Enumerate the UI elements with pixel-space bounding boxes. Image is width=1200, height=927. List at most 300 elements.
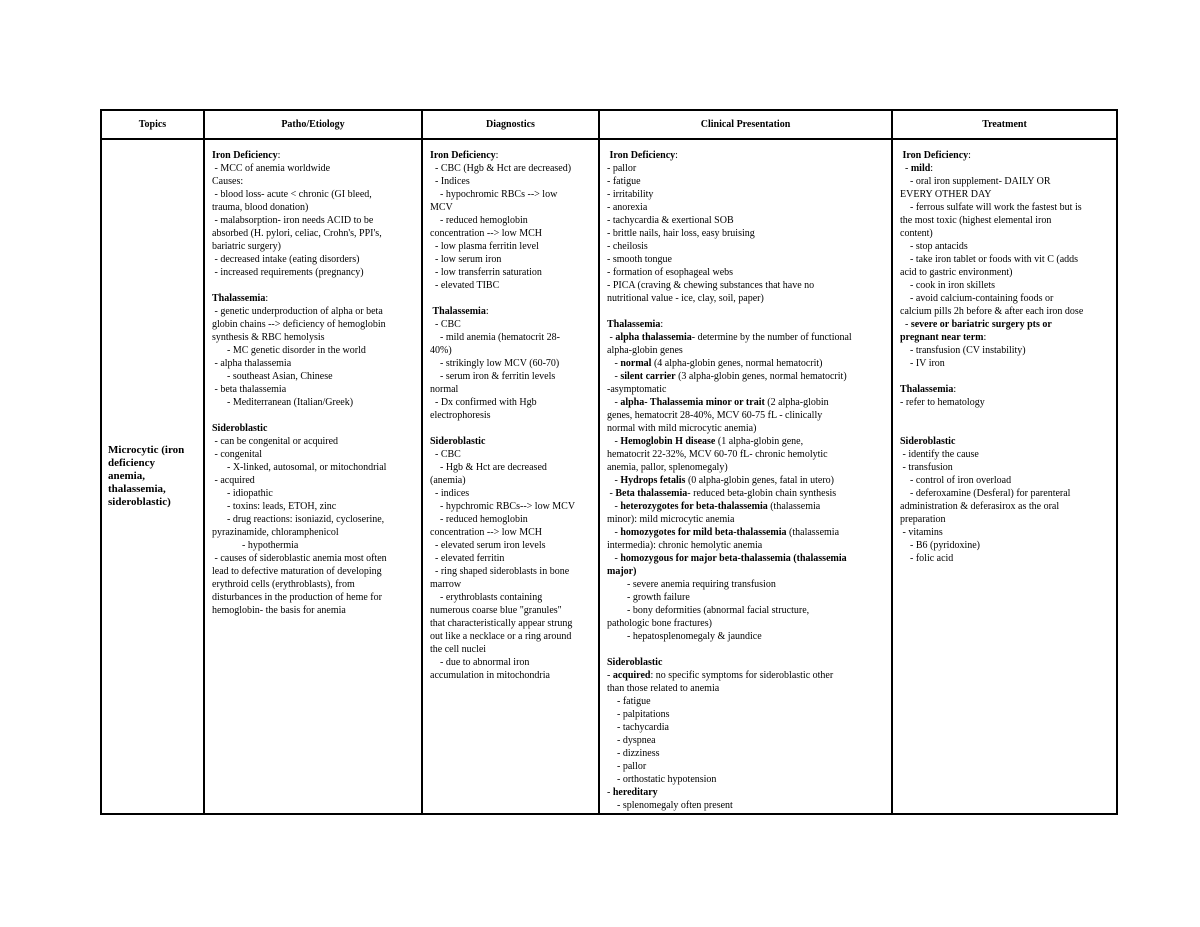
text-run: -asymptomatic	[607, 384, 667, 395]
treatment-text	[893, 140, 1116, 565]
text-line	[900, 539, 1112, 552]
text-line	[212, 240, 417, 253]
text-run: normal with mild microcytic anemia)	[607, 423, 757, 434]
text-line	[607, 318, 887, 331]
text-run: - alpha thalassemia	[212, 358, 292, 369]
text-line	[430, 487, 594, 500]
text-line	[212, 500, 417, 513]
bold-text: homozygous for major beta-thalassemia (thalassemia	[620, 553, 847, 564]
text-line	[430, 357, 594, 370]
text-line	[607, 279, 887, 292]
text-line	[212, 292, 417, 305]
header-treatment: Treatment	[892, 110, 1117, 139]
text-line	[607, 695, 887, 708]
text-line	[607, 604, 887, 617]
bold-text: Hemoglobin H disease	[620, 436, 716, 447]
text-line	[430, 448, 594, 461]
patho-text	[205, 140, 421, 617]
text-run: - B6 (pyridoxine)	[900, 540, 980, 551]
text-line	[900, 526, 1112, 539]
text-run: -	[607, 501, 621, 512]
text-line	[430, 201, 594, 214]
text-line	[607, 292, 887, 305]
text-run: (thalassemia	[767, 501, 821, 512]
text-run: - irritability	[607, 189, 654, 200]
text-line	[430, 539, 594, 552]
text-line	[607, 409, 887, 422]
text-line	[430, 162, 594, 175]
header-diagnostics: Diagnostics	[422, 110, 599, 139]
text-line	[900, 552, 1112, 565]
text-run: (3 alpha-globin genes, normal hematocrit)	[675, 371, 847, 382]
text-run: - take iron tablet or foods with vit C (adds	[900, 254, 1079, 265]
text-line	[900, 435, 1112, 448]
text-line	[212, 188, 417, 201]
text-run: -	[607, 475, 621, 486]
blank-line	[430, 292, 594, 305]
blank-line	[212, 279, 417, 292]
text-run: - oral iron supplement- DAILY OR	[900, 176, 1051, 187]
bold-text: severe or bariatric surgery pts or	[910, 319, 1052, 330]
bold-text: Iron Deficiency	[902, 150, 969, 161]
text-line	[430, 578, 594, 591]
text-run: disturbances in the production of heme for	[212, 592, 382, 603]
text-run: alpha-globin genes	[607, 345, 683, 356]
text-run: - CBC	[430, 449, 461, 460]
text-run: - serum iron & ferritin levels	[430, 371, 556, 382]
text-line	[212, 448, 417, 461]
text-run: - tachycardia & exertional SOB	[607, 215, 734, 226]
text-line	[430, 344, 594, 357]
blank-line	[430, 422, 594, 435]
bold-text: Beta thalassemia	[615, 488, 688, 499]
text-line	[607, 162, 887, 175]
blank-line	[212, 409, 417, 422]
text-run: - hypochromic RBCs --> low	[430, 189, 558, 200]
header-clinical-presentation: Clinical Presentation	[599, 110, 892, 139]
text-line	[430, 240, 594, 253]
text-run: -	[607, 553, 621, 564]
text-line	[212, 175, 417, 188]
text-run: content)	[900, 228, 933, 239]
text-run: calcium pills 2h before & after each iron dose	[900, 306, 1084, 317]
text-line	[607, 760, 887, 773]
text-run: - pallor	[607, 163, 637, 174]
text-run: - malabsorption- iron needs ACID to be	[212, 215, 374, 226]
topic-label: Microcytic (iron deficiency anemia, thalassemia, sideroblastic)	[108, 444, 185, 508]
text-run: - blood loss- acute < chronic (GI bleed,	[212, 189, 372, 200]
text-run: - X-linked, autosomal, or mitochondrial	[212, 462, 387, 473]
text-line	[430, 565, 594, 578]
text-line	[607, 175, 887, 188]
bold-text: Sideroblastic	[212, 423, 268, 434]
text-line	[607, 461, 887, 474]
text-run: preparation	[900, 514, 946, 525]
text-run: - causes of sideroblastic anemia most often	[212, 553, 387, 564]
bold-text: Sideroblastic	[430, 436, 486, 447]
topic-cell	[101, 139, 204, 814]
text-line	[607, 799, 887, 812]
text-run: - elevated serum iron levels	[430, 540, 546, 551]
text-run: administration & deferasirox as the oral	[900, 501, 1060, 512]
bold-text: acquired	[612, 670, 651, 681]
text-line	[430, 383, 594, 396]
text-run: - IV iron	[900, 358, 945, 369]
text-run: - low serum iron	[430, 254, 502, 265]
text-line	[607, 656, 887, 669]
text-run: - can be congenital or acquired	[212, 436, 339, 447]
text-line	[607, 565, 887, 578]
text-run: :	[983, 332, 987, 343]
diagnostics-cell	[422, 139, 599, 814]
text-line	[212, 526, 417, 539]
text-run: - due to abnormal iron	[430, 657, 530, 668]
text-run: - dyspnea	[607, 735, 656, 746]
bold-text: Hydrops fetalis	[620, 475, 686, 486]
text-run: pathologic bone fractures)	[607, 618, 712, 629]
text-line	[607, 448, 887, 461]
text-run: - ferrous sulfate will work the fastest but is	[900, 202, 1082, 213]
text-run: - toxins: leads, ETOH, zinc	[212, 501, 337, 512]
text-run: - refer to hematology	[900, 397, 985, 408]
text-line	[212, 344, 417, 357]
text-run: (4 alpha-globin genes, normal hematocrit)	[651, 358, 823, 369]
diagnostics-text	[423, 140, 598, 682]
text-line	[607, 240, 887, 253]
text-run: - vitamins	[900, 527, 943, 538]
text-line	[607, 721, 887, 734]
text-line	[212, 214, 417, 227]
text-run: - CBC	[430, 319, 461, 330]
text-run: - hypchromic RBCs--> low MCV	[430, 501, 576, 512]
text-run: that characteristically appear strung	[430, 618, 573, 629]
text-run: -	[607, 332, 616, 343]
text-line	[900, 162, 1112, 175]
text-run: - decreased intake (eating disorders)	[212, 254, 360, 265]
text-run: hematocrit 22-32%, MCV 60-70 fL- chronic hemolytic	[607, 449, 828, 460]
text-line	[900, 357, 1112, 370]
header-patho-etiology: Patho/Etiology	[204, 110, 422, 139]
bold-text: Thalassemia	[212, 293, 266, 304]
text-run: :	[660, 319, 664, 330]
text-run: nutritional value - ice, clay, soil, paper)	[607, 293, 764, 304]
text-line	[900, 383, 1112, 396]
text-run: -	[607, 397, 621, 408]
text-run: intermedia): chronic hemolytic anemia	[607, 540, 763, 551]
text-run: anemia, pallor, splenomegaly)	[607, 462, 728, 473]
text-run: electrophoresis	[430, 410, 491, 421]
text-run: -	[607, 787, 613, 798]
blank-line	[900, 370, 1112, 383]
text-line	[607, 214, 887, 227]
text-run: Causes:	[212, 176, 244, 187]
text-line	[212, 461, 417, 474]
text-line	[607, 669, 887, 682]
text-line	[900, 305, 1112, 318]
text-line	[607, 630, 887, 643]
text-run: - Indices	[430, 176, 470, 187]
text-run: the cell nuclei	[430, 644, 487, 655]
text-run: - dizziness	[607, 748, 660, 759]
text-line	[900, 279, 1112, 292]
bold-text: major)	[607, 566, 637, 577]
table-row	[101, 139, 1117, 814]
text-line	[430, 279, 594, 292]
text-run: - PICA (craving & chewing substances that have no	[607, 280, 815, 291]
bold-text: mild	[910, 163, 931, 174]
text-run: (thalassemia	[786, 527, 840, 538]
text-run: - deferoxamine (Desferal) for parenteral	[900, 488, 1071, 499]
text-run: : no specific symptoms for sideroblastic other	[650, 670, 834, 681]
text-line	[212, 331, 417, 344]
text-run: - transfusion	[900, 462, 953, 473]
text-line	[430, 604, 594, 617]
text-line	[212, 266, 417, 279]
text-line	[900, 331, 1112, 344]
text-run: numerous coarse blue "granules"	[430, 605, 562, 616]
text-line	[212, 578, 417, 591]
text-line	[212, 565, 417, 578]
text-run: - low transferrin saturation	[430, 267, 542, 278]
clinical-text	[600, 140, 891, 812]
bold-text: hereditary	[612, 787, 658, 798]
text-run: (anemia)	[430, 475, 466, 486]
text-run: -	[607, 371, 621, 382]
text-run: genes, hematocrit 28-40%, MCV 60-75 fL - clinically	[607, 410, 823, 421]
text-run: - pallor	[607, 761, 647, 772]
text-run: - cheilosis	[607, 241, 648, 252]
text-line	[607, 370, 887, 383]
text-line	[900, 500, 1112, 513]
header-topics: Topics	[101, 110, 204, 139]
text-line	[900, 513, 1112, 526]
bold-text: alpha- Thalassemia minor or trait	[620, 397, 765, 408]
text-line	[900, 175, 1112, 188]
text-line	[900, 201, 1112, 214]
clinical-cell	[599, 139, 892, 814]
text-line	[430, 617, 594, 630]
text-run: erythroid cells (erythroblasts), from	[212, 579, 355, 590]
text-line	[430, 331, 594, 344]
text-line	[212, 539, 417, 552]
text-run: - bony deformities (abnormal facial structure,	[607, 605, 810, 616]
text-line	[900, 214, 1112, 227]
text-run: - low plasma ferritin level	[430, 241, 539, 252]
text-line	[607, 474, 887, 487]
bold-text: Iron Deficiency	[609, 150, 676, 161]
bold-text: Sideroblastic	[607, 657, 663, 668]
text-line	[430, 266, 594, 279]
text-line	[900, 253, 1112, 266]
text-line	[607, 383, 887, 396]
text-run: (0 alpha-globin genes, fatal in utero)	[685, 475, 835, 486]
text-run: - Mediterranean (Italian/Greek)	[212, 397, 354, 408]
text-run: - identify the cause	[900, 449, 979, 460]
bold-text: silent carrier	[620, 371, 676, 382]
header-row	[101, 110, 1117, 139]
text-run: - avoid calcium-containing foods or	[900, 293, 1054, 304]
text-line	[900, 448, 1112, 461]
text-line	[212, 318, 417, 331]
text-line	[212, 383, 417, 396]
text-run: :	[495, 150, 499, 161]
text-line	[212, 396, 417, 409]
text-run: minor): mild microcytic anemia	[607, 514, 735, 525]
text-line	[900, 396, 1112, 409]
text-run: - control of iron overload	[900, 475, 1012, 486]
text-line	[212, 422, 417, 435]
text-line	[212, 201, 417, 214]
text-run: - splenomegaly often present	[607, 800, 733, 811]
text-line	[430, 253, 594, 266]
text-line	[900, 474, 1112, 487]
text-run: -	[900, 319, 911, 330]
text-run: - tachycardia	[607, 722, 669, 733]
text-run: - reduced hemoglobin	[430, 215, 528, 226]
text-run: - Dx confirmed with Hgb	[430, 397, 537, 408]
text-line	[607, 526, 887, 539]
text-line	[430, 318, 594, 331]
text-line	[430, 409, 594, 422]
text-run: - strikingly low MCV (60-70)	[430, 358, 560, 369]
text-line	[212, 162, 417, 175]
text-run: - erythroblasts containing	[430, 592, 543, 603]
text-run: - indices	[430, 488, 470, 499]
text-run: - stop antacids	[900, 241, 968, 252]
text-line	[607, 773, 887, 786]
blank-line	[607, 643, 887, 656]
text-run: - formation of esophageal webs	[607, 267, 734, 278]
bold-text: pregnant near term	[900, 332, 984, 343]
text-run: MCV	[430, 202, 453, 213]
treatment-cell	[892, 139, 1117, 814]
text-line	[607, 331, 887, 344]
text-run: - elevated TIBC	[430, 280, 500, 291]
text-line	[212, 487, 417, 500]
text-line	[607, 149, 887, 162]
text-run: - elevated ferritin	[430, 553, 505, 564]
text-run: - palpitations	[607, 709, 670, 720]
text-run: - MCC of anemia worldwide	[212, 163, 331, 174]
text-run: concentration --> low MCH	[430, 228, 543, 239]
text-run: - reduced hemoglobin	[430, 514, 528, 525]
text-line	[607, 786, 887, 799]
text-line	[900, 318, 1112, 331]
text-run: - southeast Asian, Chinese	[212, 371, 333, 382]
text-line	[900, 188, 1112, 201]
text-line	[212, 513, 417, 526]
text-run: than those related to anemia	[607, 683, 720, 694]
text-line	[607, 344, 887, 357]
text-line	[607, 708, 887, 721]
text-run: - idiopathic	[212, 488, 273, 499]
text-line	[607, 396, 887, 409]
text-run: :	[485, 306, 489, 317]
text-line	[900, 461, 1112, 474]
text-line	[607, 435, 887, 448]
text-run: - MC genetic disorder in the world	[212, 345, 366, 356]
text-line	[607, 747, 887, 760]
text-run: - brittle nails, hair loss, easy bruising	[607, 228, 755, 239]
text-run: -	[900, 163, 911, 174]
text-line	[607, 201, 887, 214]
text-run: - genetic underproduction of alpha or beta	[212, 306, 383, 317]
text-line	[607, 513, 887, 526]
bold-text: Iron Deficiency	[212, 150, 278, 161]
text-run: - fatigue	[607, 176, 641, 187]
text-run: - growth failure	[607, 592, 690, 603]
text-line	[607, 422, 887, 435]
text-run: pyrazinamide, chloramphenicol	[212, 527, 339, 538]
text-line	[430, 461, 594, 474]
text-run: globin chains --> deficiency of hemoglobin	[212, 319, 386, 330]
text-line	[430, 474, 594, 487]
text-line	[430, 630, 594, 643]
text-line	[430, 513, 594, 526]
text-line	[607, 487, 887, 500]
text-run: EVERY OTHER DAY	[900, 189, 992, 200]
text-line	[607, 500, 887, 513]
text-run: - congenital	[212, 449, 262, 460]
text-run: bariatric surgery)	[212, 241, 281, 252]
text-line	[212, 552, 417, 565]
text-run: - smooth tongue	[607, 254, 672, 265]
text-run: - hypothermia	[212, 540, 299, 551]
study-table	[100, 109, 1118, 815]
text-line	[430, 526, 594, 539]
text-run: out like a necklace or a ring around	[430, 631, 572, 642]
text-line	[900, 240, 1112, 253]
text-line	[430, 552, 594, 565]
text-run: - orthostatic hypotension	[607, 774, 717, 785]
text-run: - increased requirements (pregnancy)	[212, 267, 364, 278]
text-line	[607, 682, 887, 695]
text-line	[430, 656, 594, 669]
text-line	[430, 149, 594, 162]
text-run: - severe anemia requiring transfusion	[607, 579, 776, 590]
text-line	[607, 734, 887, 747]
text-run: -	[607, 488, 616, 499]
text-run: trauma, blood donation)	[212, 202, 309, 213]
text-run: hemoglobin- the basis for anemia	[212, 605, 346, 616]
text-run: normal	[430, 384, 459, 395]
bold-text: Thalassemia	[900, 384, 954, 395]
bold-text: heterozygotes for beta-thalassemia	[620, 501, 768, 512]
text-run: -	[607, 670, 613, 681]
text-run: - determine by the number of functional	[691, 332, 852, 343]
text-run: - fatigue	[607, 696, 651, 707]
text-line	[900, 266, 1112, 279]
text-line	[430, 175, 594, 188]
text-line	[900, 227, 1112, 240]
text-run: - mild anemia (hematocrit 28-	[430, 332, 560, 343]
text-line	[430, 305, 594, 318]
text-run: 40%)	[430, 345, 452, 356]
blank-line	[607, 305, 887, 318]
text-line	[212, 149, 417, 162]
text-line	[430, 591, 594, 604]
text-line	[212, 253, 417, 266]
text-line	[607, 578, 887, 591]
text-line	[900, 292, 1112, 305]
text-line	[212, 474, 417, 487]
text-run: (2 alpha-globin	[764, 397, 829, 408]
text-line	[607, 188, 887, 201]
text-line	[430, 227, 594, 240]
text-run: accumulation in mitochondria	[430, 670, 550, 681]
text-run: -	[607, 358, 621, 369]
text-line	[430, 188, 594, 201]
